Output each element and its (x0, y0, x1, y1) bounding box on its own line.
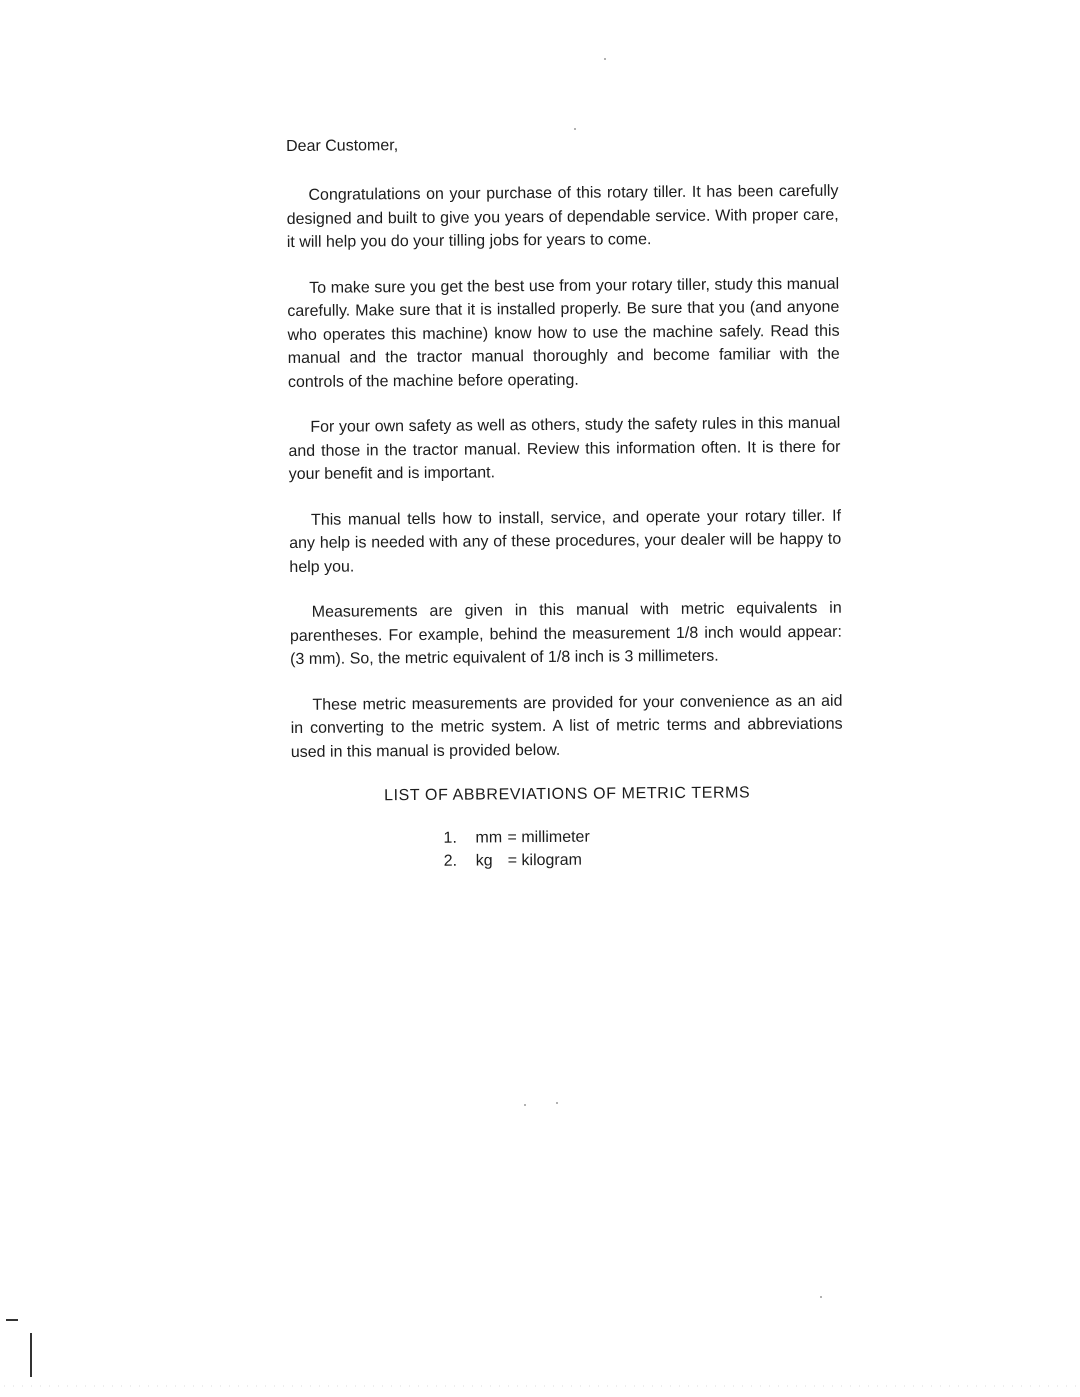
scan-speck (556, 1102, 558, 1104)
paragraph-metric-convenience: These metric measurements are provided for your convenience as an aid in converting to the metric system. A list of metric terms and abbreviations used in this manual is provided below. (290, 692, 843, 761)
paragraph-dealer-help: This manual tells how to install, service, and operate your rotary tiller. If any help is needed with any of these procedures, your dealer will be happy to help you. (289, 507, 842, 576)
list-item-abbreviation: mm (475, 829, 503, 847)
paragraph-safety: For your own safety as well as others, study the safety rules in this manual and those in the tractor manual. Review this information often. It is there for your benefit and is important. (288, 414, 841, 483)
salutation: Dear Customer, (286, 137, 399, 155)
paragraph-congratulations: Congratulations on your purchase of this rotary tiller. It has been carefully designed and built to give you years of dependable service. With proper care, it will help you do your tilling jobs for years to come. (286, 182, 839, 251)
list-item-meaning: = kilogram (507, 851, 583, 870)
paragraph-measurements: Measurements are given in this manual with metric equivalents in parentheses. For example, behind the measurement 1/8 inch would appear: (3 mm). So, the metric equivalent of 1/8 inch is 3 millimeters. (289, 599, 842, 668)
scan-speck (524, 1104, 526, 1106)
list-item (444, 847, 844, 873)
paragraph-study-manual: To make sure you get the best use from your rotary tiller, study this manual carefully. Make sure that it is installed properly. Be sure that you (and anyone who operates this machine) know how to use the machine safely. Read this manual and the tractor manual thoroughly and become familiar with the controls of the machine before operating. (287, 275, 840, 391)
list-item-number: 1. (443, 829, 457, 847)
abbreviations-list (291, 824, 843, 874)
list-item-meaning: = millimeter (507, 828, 590, 847)
scan-speck (820, 1296, 822, 1298)
scan-noise-strip (0, 1384, 1080, 1388)
scan-speck (604, 58, 606, 60)
list-item (443, 824, 843, 850)
customer-letter (286, 132, 844, 874)
scan-speck (574, 128, 576, 130)
margin-dash-mark (6, 1319, 18, 1321)
list-item-number: 2. (443, 852, 458, 870)
list-item-abbreviation: kg (475, 852, 493, 870)
margin-bar-mark (30, 1333, 32, 1377)
abbreviations-title: LIST OF ABBREVIATIONS OF METRIC TERMS (383, 784, 751, 805)
